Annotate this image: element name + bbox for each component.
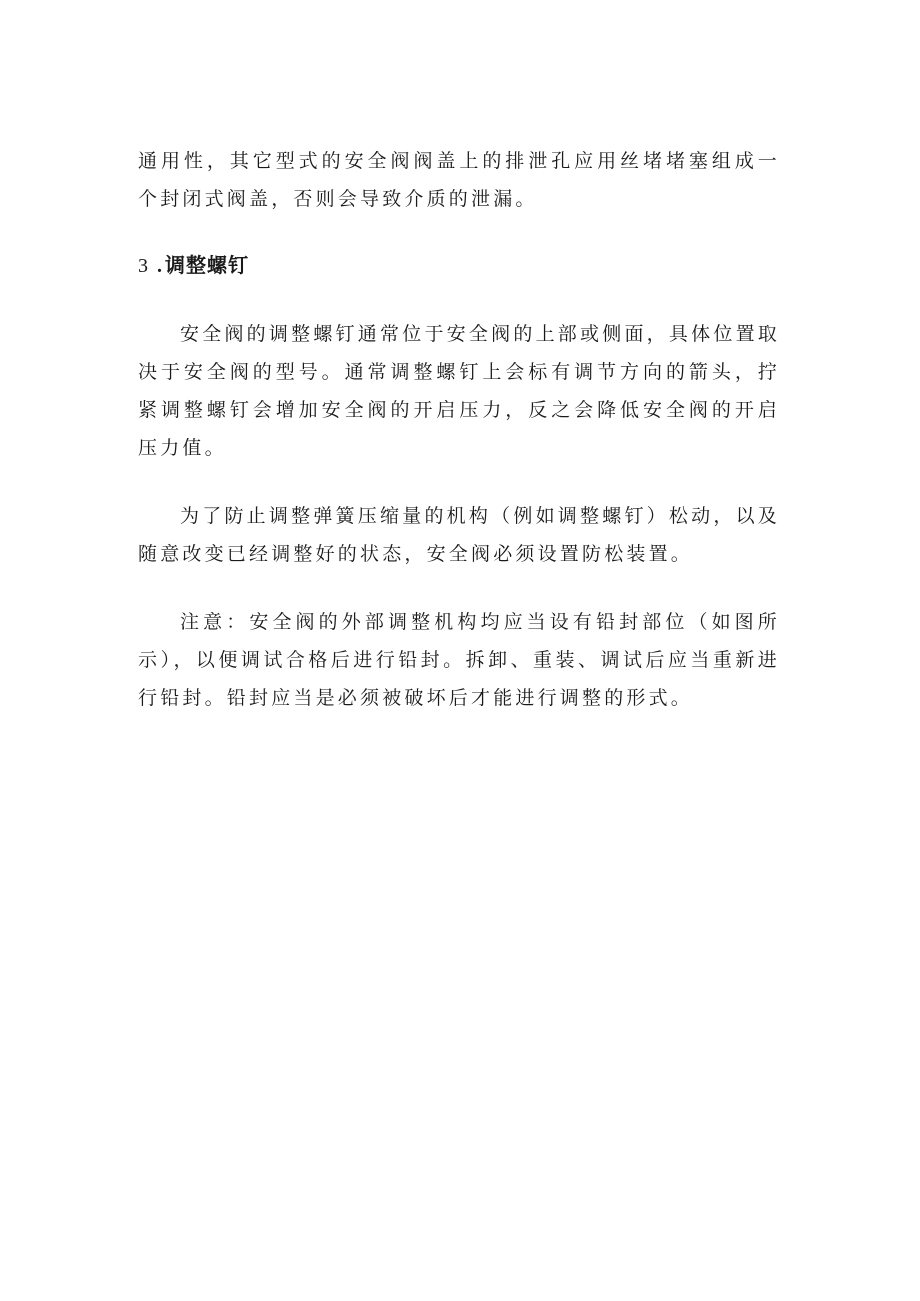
section-title: 调整螺钉	[165, 253, 249, 277]
spacer	[138, 467, 780, 497]
section-heading	[138, 246, 780, 285]
spacer	[138, 218, 780, 246]
paragraph-anti-loosening: 为了防止调整弹簧压缩量的机构（例如调整螺钉）松动，以及随意改变已经调整好的状态，安全阀必须设置防松装置。	[138, 505, 780, 565]
document-body	[138, 142, 780, 717]
section-number: 3	[138, 255, 149, 277]
section-separator: .	[157, 255, 163, 277]
paragraph-adjusting-screw-location: 安全阀的调整螺钉通常位于安全阀的上部或侧面，具体位置取决于安全阀的型号。通常调整螺钉上会标有调节方向的箭头，拧紧调整螺钉会增加安全阀的开启压力，反之会降低安全阀的开启压力值。	[138, 323, 780, 459]
spacer	[138, 285, 780, 315]
spacer	[138, 573, 780, 603]
paragraph-lead-seal-note: 注意：安全阀的外部调整机构均应当设有铅封部位（如图所示），以便调试合格后进行铅封。拆卸、重装、调试后应当重新进行铅封。铅封应当是必须被破坏后才能进行调整的形式。	[138, 611, 780, 709]
continuation-paragraph: 通用性，其它型式的安全阀阀盖上的排泄孔应用丝堵堵塞组成一个封闭式阀盖，否则会导致介质的泄漏。	[138, 150, 780, 210]
